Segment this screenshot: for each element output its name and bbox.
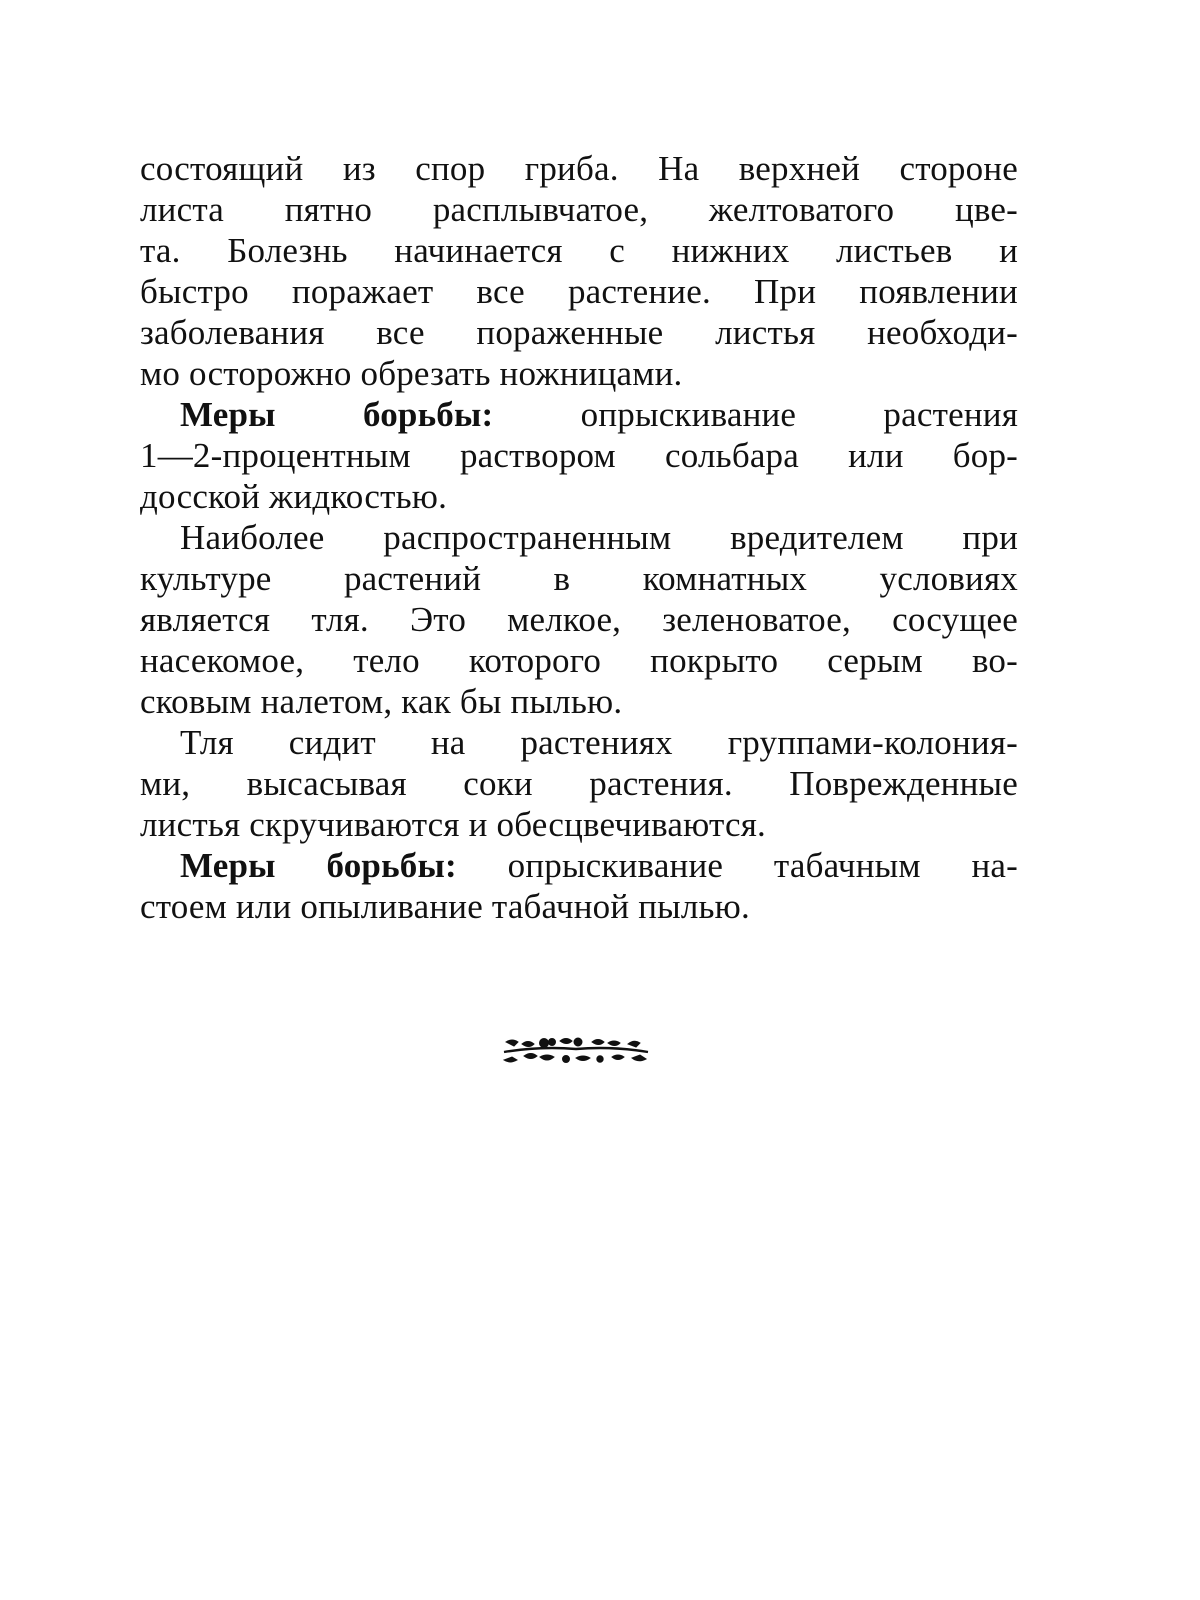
- text-span: опрыскивание растения: [493, 395, 1018, 434]
- text-line: Тля сидит на растениях группами-колония-: [180, 723, 1018, 762]
- text-line: культуре растений в комнатных условиях: [140, 559, 1018, 598]
- text-line: та. Болезнь начинается с нижних листьев и: [140, 231, 1018, 270]
- text-line: ми, высасывая соки растения. Поврежденные: [140, 764, 1018, 803]
- paragraph-3: [140, 517, 1018, 722]
- control-measures-label: Меры борьбы:: [180, 395, 494, 434]
- text-line: Наиболее распространенным вредителем при: [180, 518, 1018, 557]
- text-span: опрыскивание табачным на-: [456, 846, 1019, 885]
- paragraph-4: [140, 722, 1018, 845]
- text-line: сковым налетом, как бы пылью.: [140, 682, 623, 721]
- text-line: насекомое, тело которого покрыто серым во-: [140, 641, 1018, 680]
- text-line: 1—2-процентным раствором сольбара или бор-: [140, 436, 1018, 475]
- text-line: досской жидкостью.: [140, 477, 448, 516]
- text-line: листа пятно расплывчатое, желтоватого цве-: [140, 190, 1018, 229]
- paragraph-1: [140, 148, 1018, 394]
- paragraph-5: [140, 845, 1018, 927]
- text-line: состоящий из спор гриба. На верхней стороне: [140, 149, 1018, 188]
- text-line: является тля. Это мелкое, зеленоватое, сосущее: [140, 600, 1018, 639]
- text-line: [140, 394, 1018, 435]
- text-line: стоем или опыливание табачной пылью.: [140, 887, 750, 926]
- text-line: быстро поражает все растение. При появлении: [140, 272, 1018, 311]
- page-text: [140, 148, 1018, 927]
- text-line: листья скручиваются и обесцвечиваются.: [140, 805, 766, 844]
- floral-ornament-icon: [500, 1030, 652, 1070]
- paragraph-2: [140, 394, 1018, 517]
- text-line: заболевания все пораженные листья необходи-: [140, 313, 1018, 352]
- text-line: [140, 845, 1018, 886]
- text-line: мо осторожно обрезать ножницами.: [140, 354, 683, 393]
- control-measures-label: Меры борьбы:: [180, 846, 457, 885]
